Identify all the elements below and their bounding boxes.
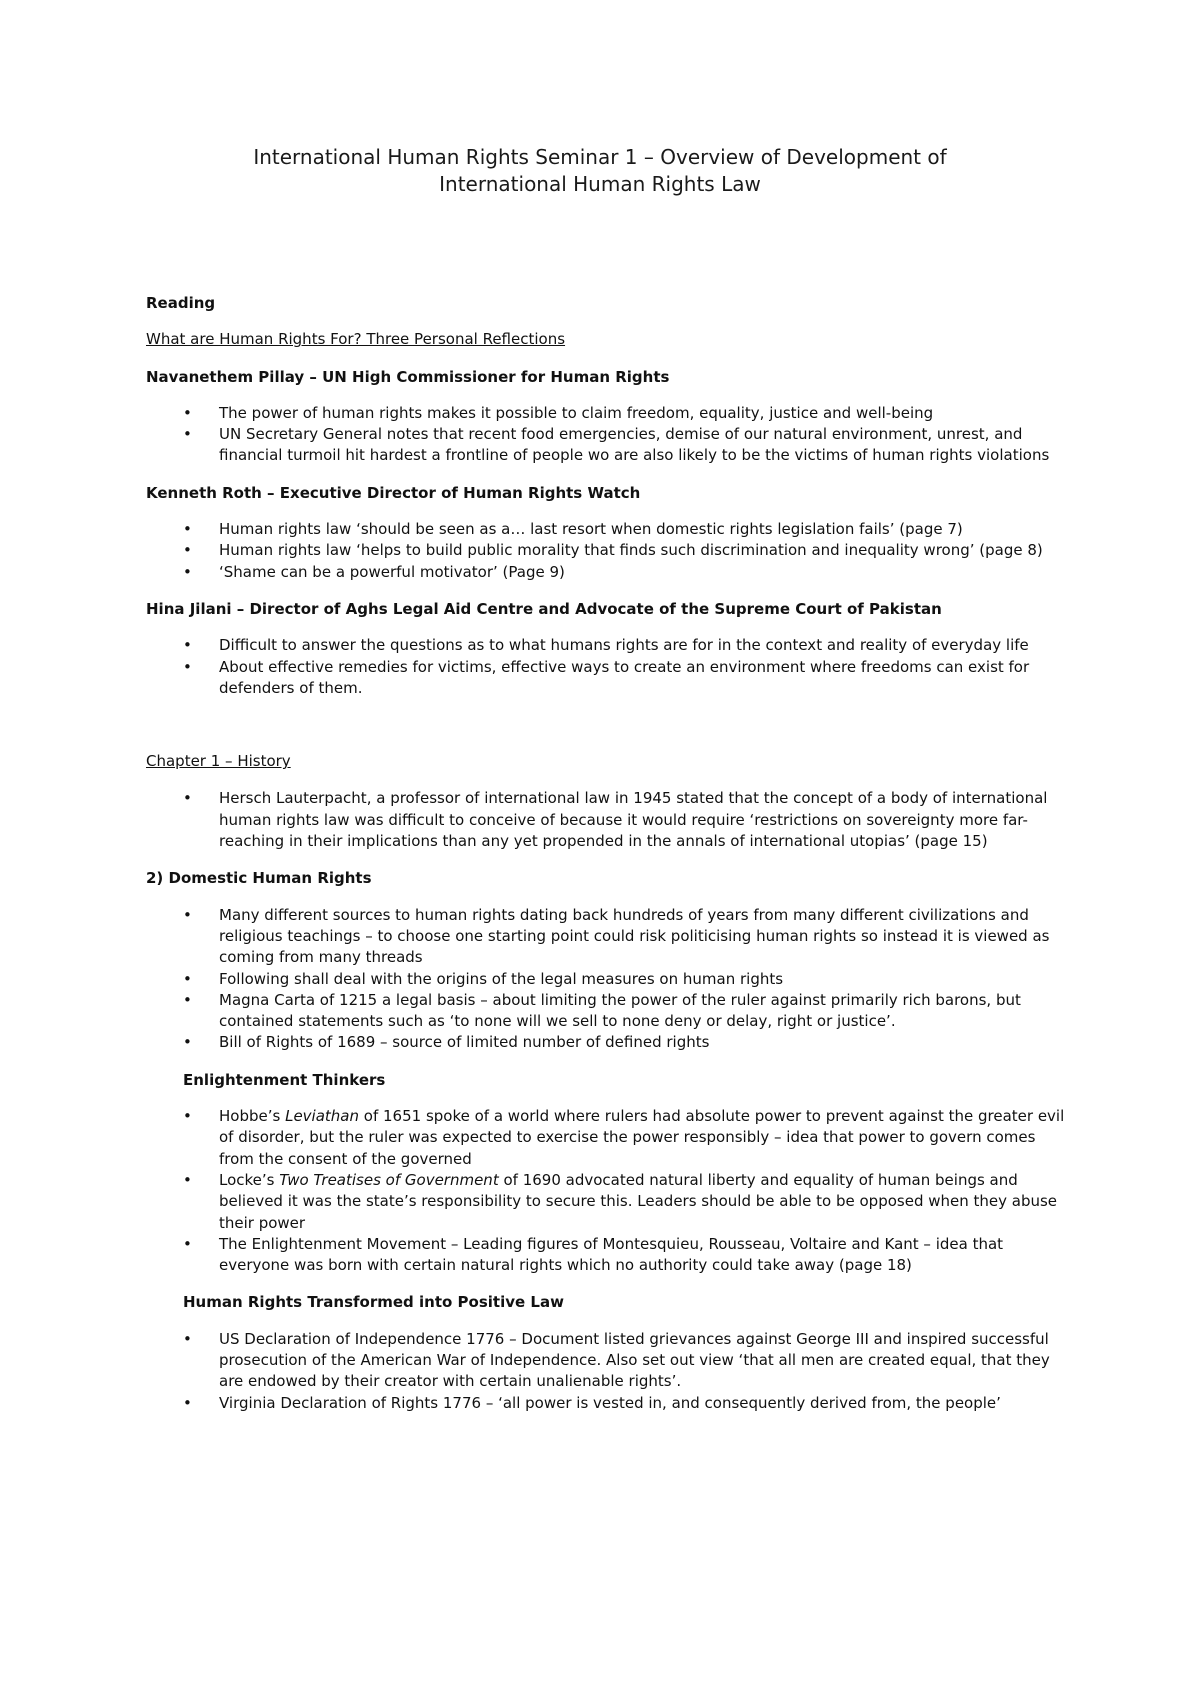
list-item: • UN Secretary General notes that recent food emergencies, demise of our natural environment, unrest, and financial turmoil hit hardest a frontline of people wo are also likely to be the victims of human rights violations: [146, 424, 1066, 467]
chapter1-list: [146, 788, 1066, 852]
list-item: • Difficult to answer the questions as to what humans rights are for in the context and reality of everyday life: [146, 635, 1066, 656]
positive-law-list: [146, 1329, 1066, 1414]
list-item: • ‘Shame can be a powerful motivator’ (Page 9): [146, 562, 1066, 583]
book-title: Two Treatises of Government: [279, 1170, 499, 1189]
document-body: [146, 293, 1066, 1414]
list-item: • The power of human rights makes it possible to claim freedom, equality, justice and well-being: [146, 403, 1066, 424]
list-item: • Bill of Rights of 1689 – source of limited number of defined rights: [146, 1032, 1066, 1053]
title-line-2: International Human Rights Law: [439, 172, 761, 196]
list-item: • Magna Carta of 1215 a legal basis – about limiting the power of the ruler against primarily rich barons, but contained statements such as ‘to none will we sell to none deny or delay, right or justice’.: [146, 990, 1066, 1033]
list-item: • Virginia Declaration of Rights 1776 – ‘all power is vested in, and consequently derived from, the people’: [146, 1393, 1066, 1414]
list-item: • Following shall deal with the origins of the legal measures on human rights: [146, 969, 1066, 990]
roth-list: [146, 519, 1066, 583]
reading-heading: Reading: [146, 294, 216, 312]
book-title: Leviathan: [285, 1107, 360, 1126]
positive-law-heading: Human Rights Transformed into Positive Law: [183, 1293, 564, 1312]
roth-heading: Kenneth Roth – Executive Director of Human Rights Watch: [146, 483, 641, 502]
domestic-heading: 2) Domestic Human Rights: [146, 869, 372, 888]
list-item: • US Declaration of Independence 1776 – Document listed grievances against George III and inspired successful prosecution of the American War of Independence. Also set out view ‘that all men are created equal, that they are endowed by their creator with certain unalienable rights’.: [146, 1329, 1066, 1393]
reflections-heading: What are Human Rights For? Three Personal Reflections: [146, 330, 566, 349]
jilani-list: [146, 635, 1066, 699]
document-title: [0, 144, 1200, 198]
list-item: • Hersch Lauterpacht, a professor of international law in 1945 stated that the concept of a body of international human rights law was difficult to conceive of because it would require ‘restrictions on sovereignty more far-reaching in their implications than any yet propended in the annals of international utopias’ (page 15): [146, 788, 1066, 852]
enlightenment-list: [146, 1106, 1066, 1276]
enlightenment-heading: Enlightenment Thinkers: [183, 1070, 386, 1089]
list-item: • About effective remedies for victims, effective ways to create an environment where freedoms can exist for defenders of them.: [146, 657, 1066, 700]
text-run: Hobbe’s: [219, 1107, 286, 1126]
list-item: • Many different sources to human rights dating back hundreds of years from many different civilizations and religious teachings – to choose one starting point could risk politicising human rights so instead it is viewed as coming from many threads: [146, 905, 1066, 969]
title-line-1: International Human Rights Seminar 1 – Overview of Development of: [253, 145, 947, 169]
text-run: of 1690 advocated natural liberty and equality of human beings and believed it was the state’s responsibility to secure this. Leaders should be able to be opposed when they abuse their power: [219, 1170, 1058, 1232]
list-item: [146, 1106, 1066, 1170]
text-run: of 1651 spoke of a world where rulers had absolute power to prevent against the greater evil of disorder, but the ruler was expected to exercise the power responsibly – idea that power to govern comes from the consent of the governed: [219, 1107, 1065, 1168]
list-item: • Human rights law ‘should be seen as a… last resort when domestic rights legislation fails’ (page 7): [146, 519, 1066, 540]
chapter1-heading: Chapter 1 – History: [146, 752, 291, 771]
pillay-heading: Navanethem Pillay – UN High Commissioner for Human Rights: [146, 367, 670, 386]
list-item: • Human rights law ‘helps to build public morality that finds such discrimination and inequality wrong’ (page 8): [146, 540, 1066, 561]
domestic-list: [146, 905, 1066, 1054]
text-run: Locke’s: [219, 1170, 280, 1189]
pillay-list: [146, 403, 1066, 467]
list-item: • The Enlightenment Movement – Leading figures of Montesquieu, Rousseau, Voltaire and Kant – idea that everyone was born with certain natural rights which no authority could take away (page 18): [146, 1234, 1066, 1277]
list-item: [146, 1170, 1066, 1234]
jilani-heading: Hina Jilani – Director of Aghs Legal Aid Centre and Advocate of the Supreme Court of Pakistan: [146, 599, 942, 618]
